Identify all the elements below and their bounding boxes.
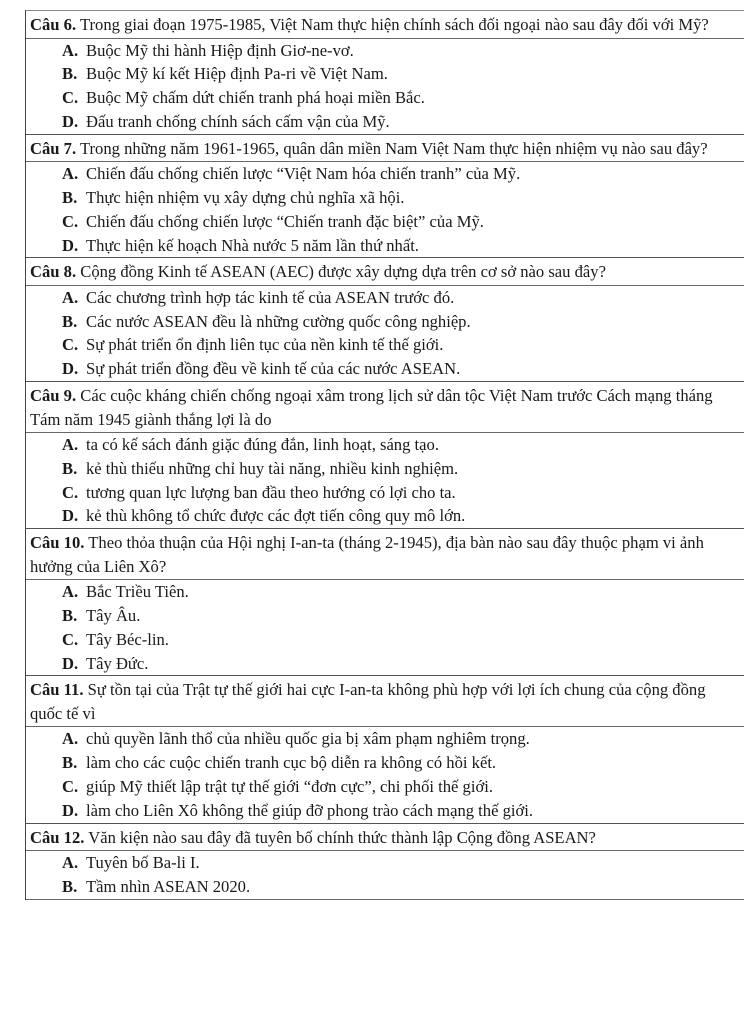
option-letter: C. <box>62 629 79 649</box>
question-stem <box>26 258 744 286</box>
answer-option <box>26 110 744 134</box>
answer-option <box>26 580 744 604</box>
option-text: Tây Béc-lin. <box>86 629 169 649</box>
answer-option <box>26 727 744 751</box>
option-text: kẻ thù không tổ chức được các đợt tiến công quy mô lớn. <box>86 506 466 526</box>
option-text: Chiến đấu chống chiến lược “Chiến tranh đặc biệt” của Mỹ. <box>86 211 484 231</box>
option-letter: D. <box>62 111 79 131</box>
option-letter: C. <box>62 482 79 502</box>
option-text: Chiến đấu chống chiến lược “Việt Nam hóa chiến tranh” của Mỹ. <box>86 164 521 184</box>
option-letter: B. <box>62 753 78 773</box>
option-text: Sự phát triển ổn định liên tục của nền kinh tế thế giới. <box>86 335 444 355</box>
option-letter: C. <box>62 211 79 231</box>
question-text: Các cuộc kháng chiến chống ngoại xâm trong lịch sử dân tộc Việt Nam trước Cách mạng tháng Tám năm 1945 giành thắng lợi là do <box>30 386 713 429</box>
answer-option <box>26 775 744 799</box>
option-letter: A. <box>62 287 79 307</box>
question-number: Câu 9. <box>30 386 77 406</box>
question-text: Văn kiện nào sau đây đã tuyên bố chính thức thành lập Cộng đồng ASEAN? <box>88 827 596 847</box>
question-stem <box>26 676 744 727</box>
bottom-divider <box>26 899 744 900</box>
question-number: Câu 6. <box>30 15 77 34</box>
answer-option <box>26 286 744 310</box>
answer-option <box>26 457 744 481</box>
answer-option <box>26 186 744 210</box>
answer-option <box>26 210 744 234</box>
option-letter: C. <box>62 335 79 355</box>
question-text: Theo thỏa thuận của Hội nghị I-an-ta (tháng 2-1945), địa bàn nào sau đây thuộc phạm vi ảnh hưởng của Liên Xô? <box>30 533 704 576</box>
answer-option <box>26 751 744 775</box>
option-text: Bắc Triều Tiên. <box>86 582 189 602</box>
option-text: Tây Âu. <box>86 606 141 626</box>
option-letter: A. <box>62 435 79 455</box>
option-letter: D. <box>62 235 79 255</box>
option-text: giúp Mỹ thiết lập trật tự thế giới “đơn cực”, chi phối thế giới. <box>86 777 493 797</box>
question-number: Câu 11. <box>30 680 84 700</box>
answer-option <box>26 652 744 676</box>
option-letter: D. <box>62 653 79 673</box>
option-letter: D. <box>62 359 79 379</box>
answer-option <box>26 86 744 110</box>
option-text: Sự phát triển đồng đều về kinh tế của các nước ASEAN. <box>86 359 461 379</box>
option-text: Buộc Mỹ thi hành Hiệp định Giơ-ne-vơ. <box>86 40 354 60</box>
question-stem <box>26 824 744 852</box>
option-letter: A. <box>62 582 79 602</box>
option-text: chủ quyền lãnh thổ của nhiều quốc gia bị xâm phạm nghiêm trọng. <box>86 729 530 749</box>
option-letter: A. <box>62 853 79 873</box>
answer-option <box>26 39 744 63</box>
option-text: Các nước ASEAN đều là những cường quốc công nghiệp. <box>86 311 471 331</box>
question-8 <box>26 257 744 381</box>
option-letter: B. <box>62 458 78 478</box>
answer-option <box>26 851 744 875</box>
answer-option <box>26 481 744 505</box>
answer-option <box>26 333 744 357</box>
answer-option <box>26 162 744 186</box>
question-stem <box>26 11 744 39</box>
option-text: Đấu tranh chống chính sách cấm vận của Mỹ. <box>86 111 390 131</box>
question-stem <box>26 529 744 580</box>
question-text: Trong giai đoạn 1975-1985, Việt Nam thực hiện chính sách đối ngoại nào sau đây đối với Mỹ? <box>79 15 709 34</box>
option-text: kẻ thù thiếu những chỉ huy tài năng, nhiều kinh nghiệm. <box>86 458 459 478</box>
question-number: Câu 8. <box>30 262 77 282</box>
option-text: Tầm nhìn ASEAN 2020. <box>86 876 251 896</box>
answer-option <box>26 62 744 86</box>
option-letter: C. <box>62 88 79 108</box>
question-10 <box>26 528 744 675</box>
option-letter: B. <box>62 876 78 896</box>
option-text: ta có kế sách đánh giặc đúng đắn, linh hoạt, sáng tạo. <box>86 435 439 455</box>
option-letter: D. <box>62 800 79 820</box>
option-text: Buộc Mỹ chấm dứt chiến tranh phá hoại miền Bắc. <box>86 88 425 108</box>
question-11 <box>26 675 744 822</box>
option-text: Tuyên bố Ba-li I. <box>86 853 200 873</box>
option-text: Tây Đức. <box>86 653 149 673</box>
answer-option <box>26 357 744 381</box>
answer-option <box>26 234 744 258</box>
answer-option <box>26 604 744 628</box>
option-letter: A. <box>62 164 79 184</box>
option-letter: B. <box>62 64 78 84</box>
option-letter: B. <box>62 606 78 626</box>
answer-option <box>26 504 744 528</box>
question-text: Trong những năm 1961-1965, quân dân miền Nam Việt Nam thực hiện nhiệm vụ nào sau đây? <box>79 138 708 158</box>
answer-option <box>26 875 744 899</box>
question-number: Câu 10. <box>30 533 85 553</box>
question-7 <box>26 134 744 258</box>
option-letter: C. <box>62 777 79 797</box>
question-9 <box>26 381 744 528</box>
option-letter: D. <box>62 506 79 526</box>
option-text: tương quan lực lượng ban đầu theo hướng có lợi cho ta. <box>86 482 456 502</box>
question-text: Cộng đồng Kinh tế ASEAN (AEC) được xây dựng dựa trên cơ sở nào sau đây? <box>80 262 606 282</box>
answer-option <box>26 628 744 652</box>
option-text: làm cho Liên Xô không thể giúp đỡ phong trào cách mạng thế giới. <box>86 800 534 820</box>
answer-option <box>26 433 744 457</box>
option-letter: A. <box>62 729 79 749</box>
question-12 <box>26 823 744 899</box>
question-stem <box>26 382 744 433</box>
question-text: Sự tồn tại của Trật tự thế giới hai cực I-an-ta không phù hợp với lợi ích chung của cộng đồng quốc tế vì <box>30 680 706 723</box>
question-number: Câu 12. <box>30 827 85 847</box>
exam-page <box>25 10 744 900</box>
option-text: làm cho các cuộc chiến tranh cục bộ diễn ra không có hồi kết. <box>86 753 497 773</box>
option-letter: B. <box>62 311 78 331</box>
question-6 <box>26 10 744 134</box>
option-text: Thực hiện nhiệm vụ xây dựng chủ nghĩa xã hội. <box>86 187 405 207</box>
option-text: Buộc Mỹ kí kết Hiệp định Pa-ri về Việt Nam. <box>86 64 388 84</box>
option-letter: A. <box>62 40 79 60</box>
option-text: Thực hiện kế hoạch Nhà nước 5 năm lần thứ nhất. <box>86 235 419 255</box>
answer-option <box>26 310 744 334</box>
option-text: Các chương trình hợp tác kinh tế của ASEAN trước đó. <box>86 287 455 307</box>
option-letter: B. <box>62 187 78 207</box>
question-number: Câu 7. <box>30 138 77 158</box>
question-stem <box>26 135 744 163</box>
answer-option <box>26 799 744 823</box>
